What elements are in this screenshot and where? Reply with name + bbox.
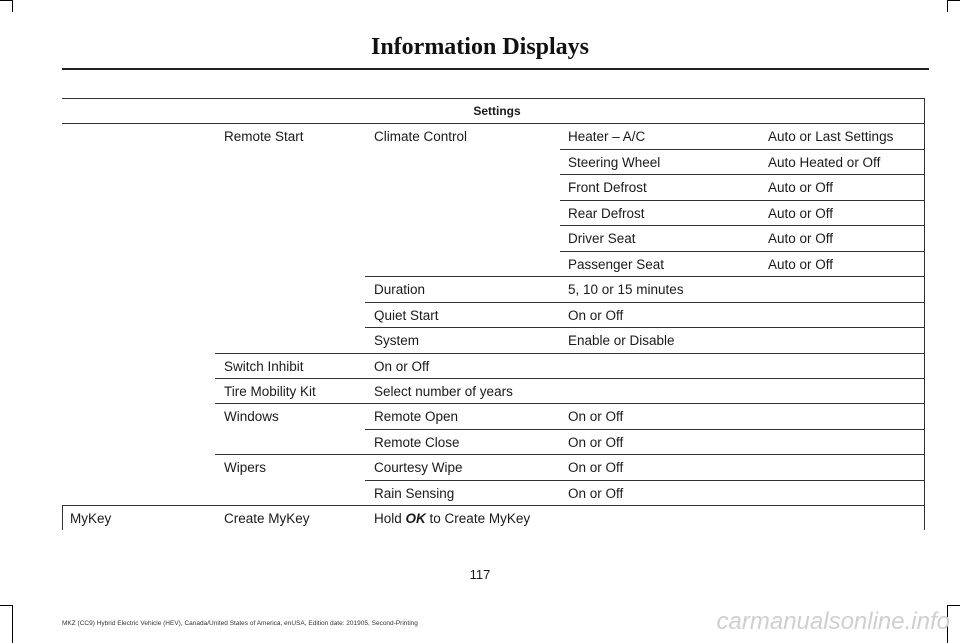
table-title: Settings (473, 104, 521, 118)
crop-mark (948, 0, 960, 1)
cell-option: On or Off (568, 460, 624, 475)
cell-setting: Select number of years (374, 384, 513, 399)
cell-option: Enable or Disable (568, 333, 675, 348)
row-rule (560, 149, 924, 150)
row-rule (560, 251, 924, 252)
page-title: Information Displays (370, 34, 590, 60)
crop-mark (0, 605, 12, 606)
cell-value: Auto or Off (768, 180, 834, 195)
cell-option: Rear Defrost (568, 206, 645, 221)
cell-feature: Tire Mobility Kit (224, 384, 316, 399)
cell-setting: Remote Open (374, 409, 459, 424)
col-rule (924, 98, 925, 530)
cell-value: Auto Heated or Off (768, 155, 881, 170)
create-mykey-text: to Create MyKey (429, 511, 531, 526)
row-rule (365, 480, 924, 481)
page-number: 117 (469, 567, 491, 582)
cell-option: On or Off (568, 486, 624, 501)
cell-option: Passenger Seat (568, 257, 665, 272)
cell-option: Heater – A/C (568, 129, 646, 144)
cell-setting: Remote Close (374, 435, 460, 450)
crop-mark (12, 0, 13, 12)
cell-option: Steering Wheel (568, 155, 661, 170)
row-rule (365, 302, 924, 303)
crop-mark (12, 605, 13, 643)
ok-button-label: OK (405, 511, 426, 526)
watermark: carmanualsonline.info (716, 608, 950, 635)
crop-mark (948, 605, 960, 606)
cell-value: Auto or Off (768, 257, 834, 272)
row-rule (560, 200, 924, 201)
cell-option: On or Off (568, 435, 624, 450)
footer-text: MKZ (CC9) Hybrid Electric Vehicle (HEV), Canada/United States of America, enUSA, Edition date: 201905, Second-Printing (62, 620, 418, 627)
cell-feature: Remote Start (224, 129, 304, 144)
cell-feature: Switch Inhibit (224, 359, 304, 374)
cell-option: Front Defrost (568, 180, 647, 195)
cell-setting: Climate Control (374, 129, 468, 144)
cell-setting: Duration (374, 282, 426, 297)
row-rule (215, 378, 924, 379)
cell-setting (374, 511, 530, 526)
row-rule (560, 174, 924, 175)
cell-menu: MyKey (70, 511, 112, 526)
row-rule (215, 403, 924, 404)
row-rule (365, 327, 924, 328)
cell-setting: Courtesy Wipe (374, 460, 463, 475)
cell-value: Auto or Off (768, 231, 834, 246)
row-rule (215, 454, 924, 455)
row-rule (62, 505, 924, 506)
table-rule (62, 98, 924, 99)
cell-setting: On or Off (374, 359, 430, 374)
cell-setting: Quiet Start (374, 308, 439, 323)
crop-mark (947, 0, 948, 12)
row-rule (365, 429, 924, 430)
cell-option: On or Off (568, 409, 624, 424)
cell-setting: Rain Sensing (374, 486, 455, 501)
cell-option: 5, 10 or 15 minutes (568, 282, 684, 297)
cell-feature: Windows (224, 409, 279, 424)
hold-text: Hold (374, 511, 402, 526)
cell-option: Driver Seat (568, 231, 636, 246)
col-rule (62, 505, 63, 530)
title-rule (62, 68, 929, 70)
row-rule (215, 353, 924, 354)
row-rule (560, 225, 924, 226)
cell-feature: Create MyKey (224, 511, 310, 526)
row-rule (365, 276, 924, 277)
cell-setting: System (374, 333, 420, 348)
cell-value: Auto or Off (768, 206, 834, 221)
cell-feature: Wipers (224, 460, 267, 475)
cell-option: On or Off (568, 308, 624, 323)
cell-value: Auto or Last Settings (768, 129, 894, 144)
table-rule (62, 123, 924, 124)
crop-mark (0, 0, 12, 1)
